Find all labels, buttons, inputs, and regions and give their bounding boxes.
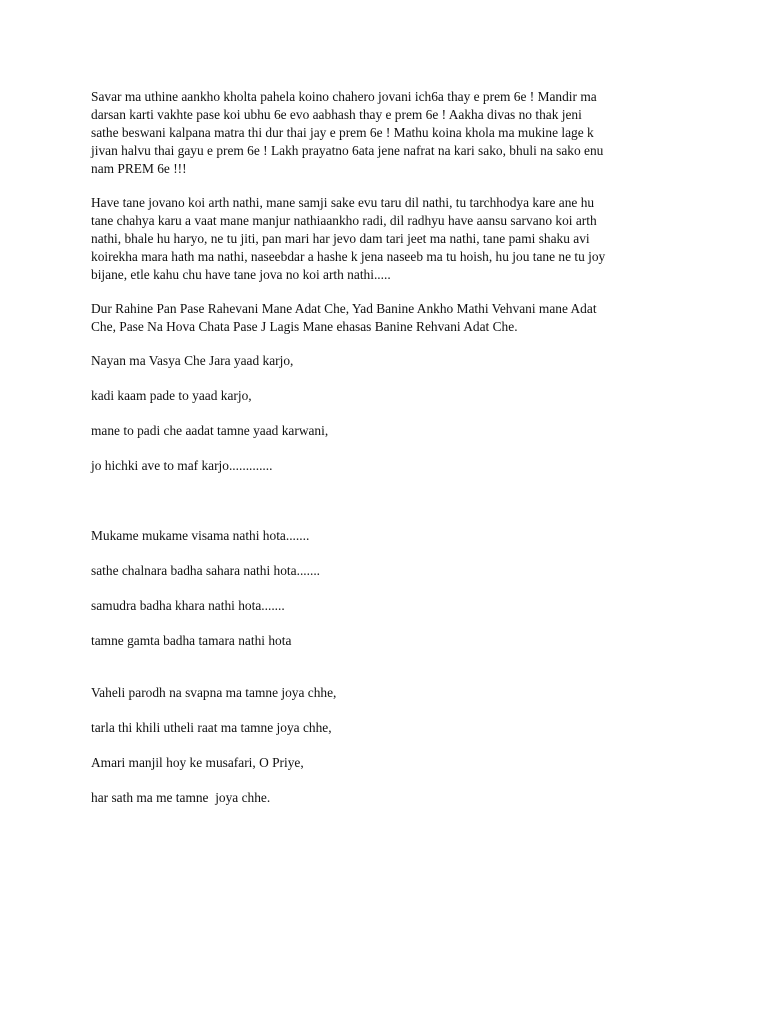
poem-line: jo hichki ave to maf karjo............. [91,458,273,473]
text-line: tane chahya karu a vaat mane manjur nathiaankho radi, dil radhyu have aansu sarvano koi arth [91,213,597,228]
poem-line: samudra badha khara nathi hota....... [91,598,285,613]
paragraph-adat-che [91,300,691,336]
text-line: koirekha mara hath ma nathi, naseebdar a hashe k jena naseeb ma tu hoish, hu jou tane ne tu joy [91,249,606,264]
paragraph-arth-nathi [91,194,691,284]
poem-line: tamne gamta badha tamara nathi hota [91,633,292,648]
poem-joya-chhe [91,684,691,807]
document-body [91,88,691,824]
poem-yaad-karjo [91,352,691,475]
text-line: darsan karti vakhte pase koi ubhu 6e evo aabhash thay e prem 6e ! Aakha divas no thak jeni [91,107,582,122]
poem-line: kadi kaam pade to yaad karjo, [91,388,252,403]
text-line: Savar ma uthine aankho kholta pahela koino chahero jovani ich6a thay e prem 6e ! Mandir ma [91,89,597,104]
poem-line: sathe chalnara badha sahara nathi hota....... [91,563,321,578]
poem-line: mane to padi che aadat tamne yaad karwani, [91,423,329,438]
text-line: Che, Pase Na Hova Chata Pase J Lagis Mane ehasas Banine Rehvani Adat Che. [91,319,518,334]
text-line: nam PREM 6e !!! [91,161,187,176]
poem-line: har sath ma me tamne joya chhe. [91,790,271,805]
poem-line: tarla thi khili utheli raat ma tamne joya chhe, [91,720,332,735]
poem-line: Mukame mukame visama nathi hota....... [91,528,310,543]
poem-line: Vaheli parodh na svapna ma tamne joya chhe, [91,685,337,700]
poem-line: Amari manjil hoy ke musafari, O Priye, [91,755,304,770]
poem-nathi-hota [91,527,691,650]
text-line: sathe beswani kalpana matra thi dur thai jay e prem 6e ! Mathu koina khola ma mukine lage k [91,125,594,140]
text-line: Dur Rahine Pan Pase Rahevani Mane Adat Che, Yad Banine Ankho Mathi Vehvani mane Adat [91,301,597,316]
text-line: Have tane jovano koi arth nathi, mane samji sake evu taru dil nathi, tu tarchhodya kare ane hu [91,195,595,210]
text-line: bijane, etle kahu chu have tane jova no koi arth nathi..... [91,267,391,282]
paragraph-prem [91,88,691,178]
text-line: jivan halvu thai gayu e prem 6e ! Lakh prayatno 6ata jene nafrat na kari sako, bhuli na sako enu [91,143,604,158]
poem-line: Nayan ma Vasya Che Jara yaad karjo, [91,353,294,368]
text-line: nathi, bhale hu haryo, ne tu jiti, pan mari har jevo dam tari jeet ma nathi, tane pami shaku avi [91,231,590,246]
